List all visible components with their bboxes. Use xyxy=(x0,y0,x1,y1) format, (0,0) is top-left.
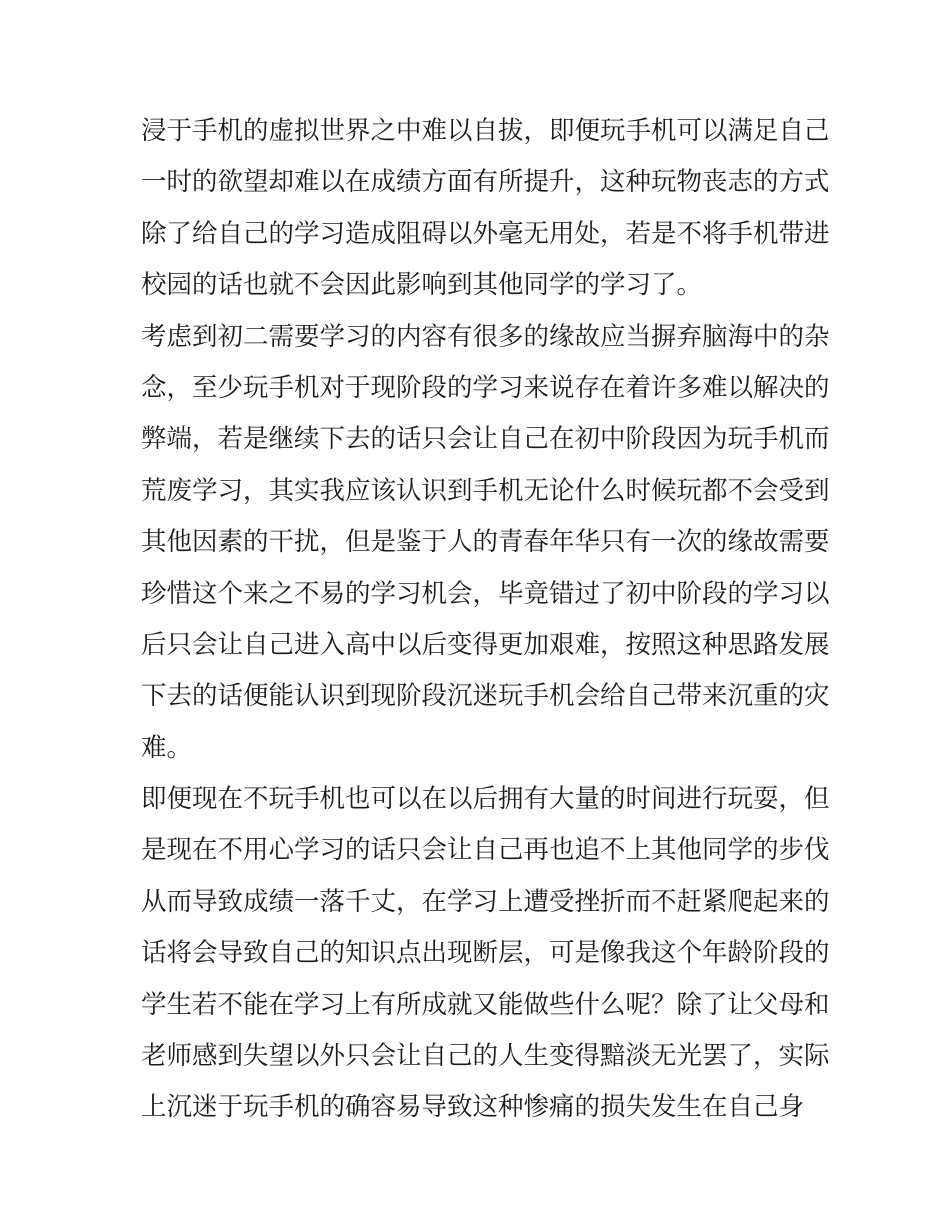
text-line: 上沉迷于玩手机的确容易导致这种惨痛的损失发生在自己身 xyxy=(141,1092,805,1123)
text-line: 从而导致成绩一落千丈，在学习上遭受挫折而不赶紧爬起来的 xyxy=(141,886,830,917)
text-line: 珍惜这个来之不易的学习机会，毕竟错过了初中阶段的学习以 xyxy=(141,578,830,609)
text-line: 下去的话便能认识到现阶段沉迷玩手机会给自己带来沉重的灾 xyxy=(141,681,830,712)
text-line: 弊端，若是继续下去的话只会让自己在初中阶段因为玩手机而 xyxy=(141,424,830,455)
text-line: 是现在不用心学习的话只会让自己再也追不上其他同学的步伐 xyxy=(141,835,830,866)
text-line: 校园的话也就不会因此影响到其他同学的学习了。 xyxy=(141,270,703,301)
text-line: 老师感到失望以外只会让自己的人生变得黯淡无光罢了，实际 xyxy=(141,1041,830,1072)
text-line: 考虑到初二需要学习的内容有很多的缘故应当摒弃脑海中的杂 xyxy=(141,321,830,352)
body-text xyxy=(141,106,830,1134)
text-line: 除了给自己的学习造成阻碍以外毫无用处，若是不将手机带进 xyxy=(141,218,830,249)
text-line: 即便现在不玩手机也可以在以后拥有大量的时间进行玩耍，但 xyxy=(141,784,830,815)
text-line: 话将会导致自己的知识点出现断层，可是像我这个年龄阶段的 xyxy=(141,938,830,969)
text-line: 其他因素的干扰，但是鉴于人的青春年华只有一次的缘故需要 xyxy=(141,527,830,558)
text-line: 浸于手机的虚拟世界之中难以自拔，即便玩手机可以满足自己 xyxy=(141,116,830,146)
text-line: 念，至少玩手机对于现阶段的学习来说存在着许多难以解决的 xyxy=(141,372,830,403)
text-line: 难。 xyxy=(141,732,193,763)
text-line: 荒废学习，其实我应该认识到手机无论什么时候玩都不会受到 xyxy=(141,475,830,506)
text-line: 学生若不能在学习上有所成就又能做些什么呢？除了让父母和 xyxy=(141,989,830,1020)
text-line: 一时的欲望却难以在成绩方面有所提升，这种玩物丧志的方式 xyxy=(141,167,830,198)
text-line: 后只会让自己进入高中以后变得更加艰难，按照这种思路发展 xyxy=(141,629,830,660)
